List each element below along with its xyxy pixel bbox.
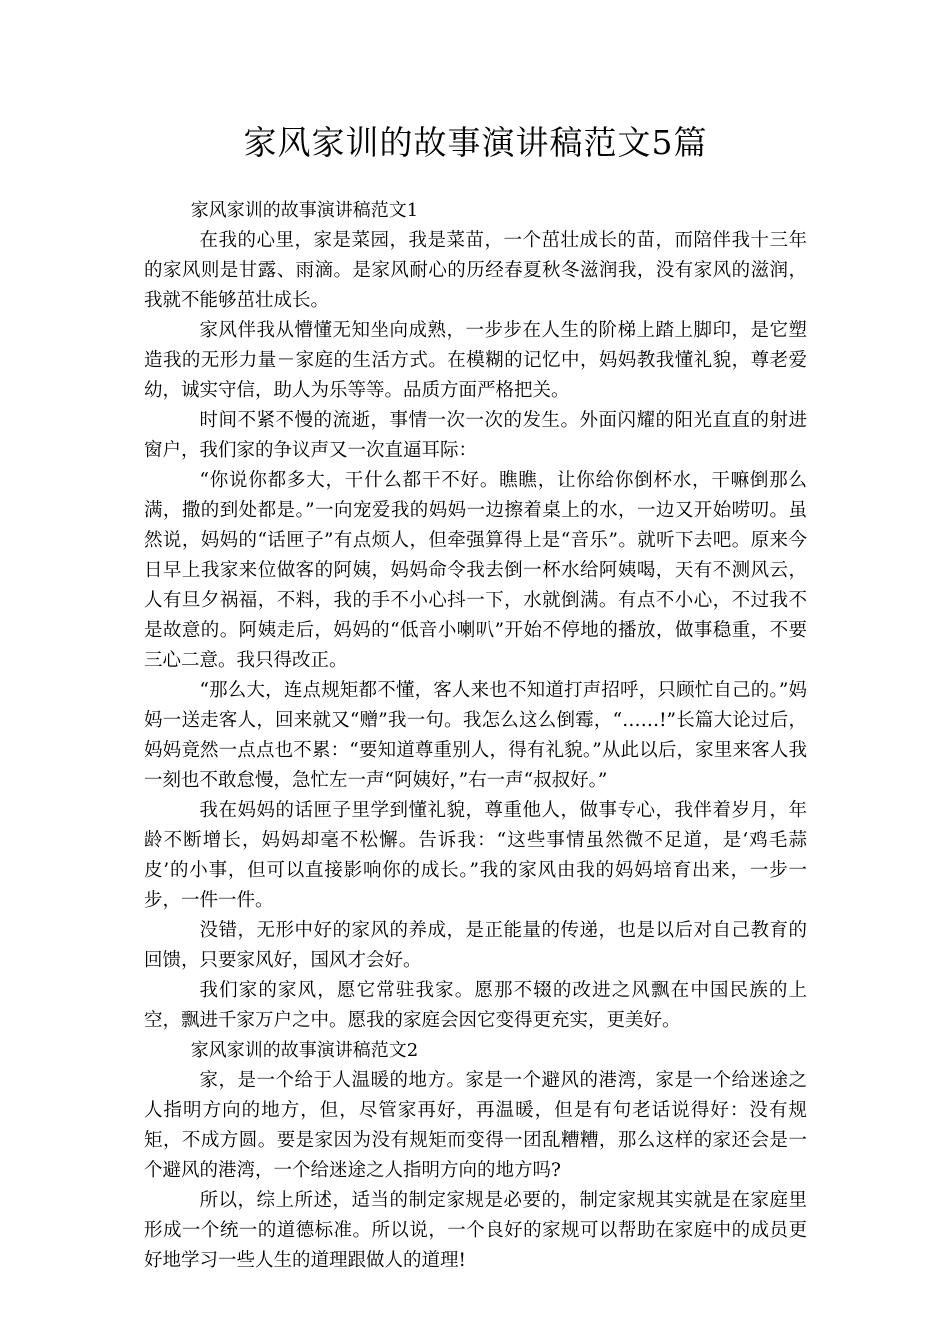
paragraph: 在我的心里，家是菜园，我是菜苗，一个茁壮成长的苗，而陪伴我十三年的家风则是甘露、雨滴。是家风耐心的历经春夏秋冬滋润我，没有家风的滋润，我就不能够茁壮成长。 [144,230,807,311]
paragraph: 家，是一个给于人温暖的地方。家是一个避风的港湾，家是一个给迷途之人指明方向的地方，但，尽管家再好，再温暖，但是有句老话说得好：没有规矩，不成方圆。要是家因为没有规矩而变得一团乱糟糟，那么这样的家还会是一个避风的港湾，一个给迷途之人指明方向的地方吗? [144,1070,807,1181]
document-title: 家风家训的故事演讲稿范文5篇 [243,123,708,162]
document-page [144,118,807,1276]
section-heading: 家风家训的故事演讲稿范文1 [190,200,419,221]
paragraph: 我在妈妈的话匣子里学到懂礼貌，尊重他人，做事专心，我伴着岁月，年龄不断增长，妈妈却毫不松懈。告诉我：“这些事情虽然微不足道，是‘鸡毛蒜皮’的小事，但可以直接影响你的成长。”我的家风由我的妈妈培育出来，一步一步，一件一件。 [144,800,807,911]
paragraph: 我们家的家风，愿它常驻我家。愿那不辍的改进之风飘在中国民族的上空，飘进千家万户之中。愿我的家庭会因它变得更充实，更美好。 [144,980,807,1031]
section-1 [144,196,807,1036]
paragraph: 没错，无形中好的家风的养成，是正能量的传递，也是以后对自己教育的回馈，只要家风好，国风才会好。 [144,920,807,971]
paragraph: 时间不紧不慢的流逝，事情一次一次的发生。外面闪耀的阳光直直的射进窗户，我们家的争议声又一次直逼耳际： [144,410,807,461]
paragraph: “那么大，连点规矩都不懂，客人来也不知道打声招呼，只顾忙自己的。”妈妈一送走客人，回来就又“赠”我一句。我怎么这么倒霉，“……!”长篇大论过后，妈妈竟然一点点也不累：“要知道尊重别人，得有礼貌。”从此以后，家里来客人我一刻也不敢怠慢，急忙左一声“阿姨好，”右一声“叔叔好。” [144,680,807,791]
paragraph: 家风伴我从懵懂无知坐向成熟，一步步在人生的阶梯上踏上脚印，是它塑造我的无形力量－家庭的生活方式。在模糊的记忆中，妈妈教我懂礼貌，尊老爱幼，诚实守信，助人为乐等等。品质方面严格把关。 [144,320,807,401]
section-2 [144,1036,807,1276]
paragraph: “你说你都多大，干什么都干不好。瞧瞧，让你给你倒杯水，干嘛倒那么满，撒的到处都是。”一向宠爱我的妈妈一边擦着桌上的水，一边又开始唠叨。虽然说，妈妈的“话匣子”有点烦人，但牵强算得上是“音乐”。就听下去吧。原来今日早上我家来位做客的阿姨，妈妈命令我去倒一杯水给阿姨喝，天有不测风云，人有旦夕祸福，不料，我的手不小心抖一下，水就倒满。有点不小心，不过我不是故意的。阿姨走后，妈妈的“低音小喇叭”开始不停地的播放，做事稳重，不要三心二意。我只得改正。 [144,470,807,671]
paragraph: 所以，综上所述，适当的制定家规是必要的，制定家规其实就是在家庭里形成一个统一的道德标准。所以说，一个良好的家规可以帮助在家庭中的成员更好地学习一些人生的道理跟做人的道理! [144,1190,807,1271]
section-heading: 家风家训的故事演讲稿范文2 [190,1040,419,1061]
